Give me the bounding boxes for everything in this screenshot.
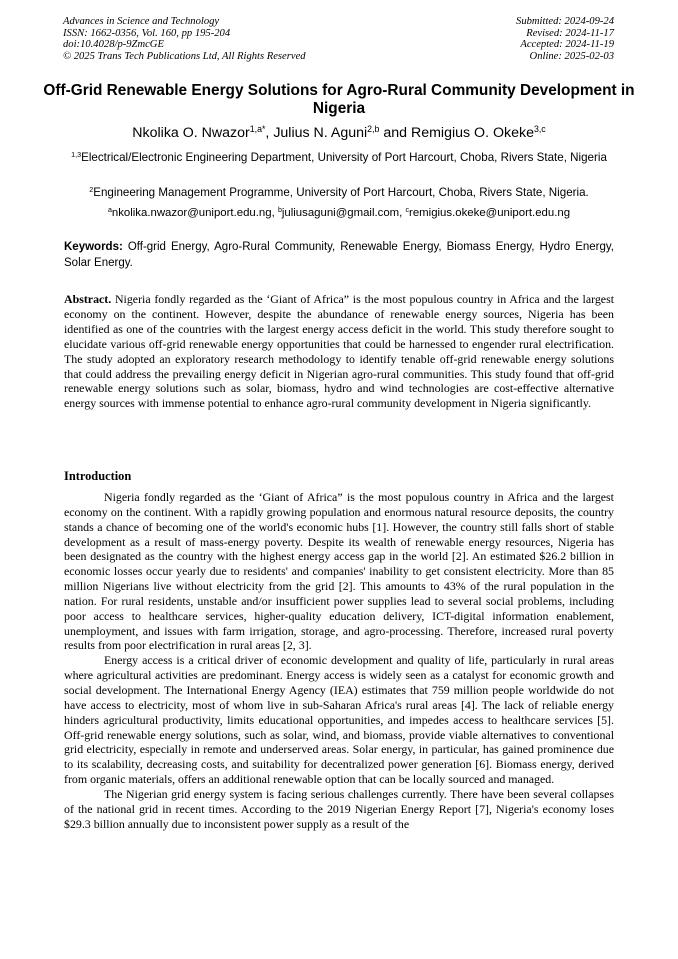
- email-separator: ,: [271, 207, 278, 219]
- email-link[interactable]: remigius.okeke@uniport.edu.ng: [409, 207, 571, 219]
- author-list: [40, 124, 638, 142]
- date-submitted: Submitted: 2024-09-24: [516, 16, 614, 27]
- email-separator: ,: [399, 207, 406, 219]
- email-superscript: b: [277, 207, 282, 215]
- date-revised: Revised: 2024-11-17: [526, 27, 614, 39]
- introduction-body: [64, 490, 614, 831]
- journal-copyright: © 2025 Trans Tech Publications Ltd, All Rights Reserved: [63, 50, 306, 62]
- author-separator: ,: [265, 125, 274, 141]
- author-superscript: 1,a*: [249, 124, 266, 135]
- email-link[interactable]: nkolika.nwazor@uniport.edu.ng: [111, 207, 272, 219]
- author-emails: [40, 206, 638, 221]
- keywords-label: Keywords:: [64, 241, 123, 253]
- abstract-label: Abstract.: [64, 292, 112, 306]
- keywords: [64, 240, 614, 271]
- affiliation-superscript: 2: [89, 185, 94, 195]
- abstract-text: Nigeria fondly regarded as the ‘Giant of Africa” is the most populous country in Africa and the largest economy on the continent. However, despite the abundance of renewable energy sources, Nigeria has been identified as one of the countries with the largest energy access deficit in the world. This study therefore sought to elucidate various off-grid renewable energy opportunities that could be harnessed to engender rural electrification. The study adopted an exploratory research methodology to identify tenable off-grid renewable energy solutions that could address the prevailing energy deficit in Nigerian agro-rural communities. This study found that off-grid renewable energy solutions such as solar, biomass, hydro and wind technologies are cost-effective alternative energy sources with immense potential to enhance agro-rural community development in Nigeria significantly.: [64, 292, 614, 411]
- author-superscript: 2,b: [367, 124, 380, 135]
- email-superscript: a: [107, 207, 112, 215]
- paper-title: Off-Grid Renewable Energy Solutions for Agro-Rural Community Development in Nigeria: [43, 82, 635, 117]
- affiliation-text: Engineering Management Programme, University of Port Harcourt, Choba, Rivers State, Nigeria.: [93, 186, 589, 199]
- abstract: [64, 292, 614, 411]
- body-paragraph: The Nigerian grid energy system is facing serious challenges currently. There have been several collapses of the national grid in recent times. According to the 2019 Nigerian Energy Report [7], Nigeria's economy loses $29.3 billion annually due to inconsistent power supply as a result of the: [64, 786, 614, 831]
- date-accepted: Accepted: 2024-11-19: [520, 39, 614, 50]
- introduction-heading: Introduction: [64, 469, 132, 483]
- body-paragraph: Energy access is a critical driver of economic development and quality of life, particularly in rural areas where agricultural activities are predominant. Energy access is widely seen as a catalyst for economic growth and social development. The International Energy Agency (IEA) estimates that 759 million people worldwide do not have access to electricity, most of whom live in sub-Saharan Africa's rural areas [4]. The lack of reliable energy hinders agricultural productivity, limits educational opportunities, and impedes access to healthcare services [5]. Off-grid renewable energy solutions, such as solar, wind, and biomass, provide viable alternatives to conventional grid electricity, especially in remote and underserved areas. Solar energy, in particular, has gained prominence due to its scalability, decreasing costs, and suitability for decentralized power generation [6]. Biomass energy, derived from organic materials, offers an additional renewable option that can be locally sourced and managed.: [64, 653, 614, 787]
- author-superscript: 3,c: [533, 124, 546, 135]
- journal-info: [63, 16, 306, 62]
- email-superscript: c: [405, 207, 410, 215]
- journal-name: Advances in Science and Technology: [63, 16, 220, 27]
- affiliation-1: [64, 150, 614, 165]
- journal-doi: doi:10.4028/p-9ZmcGE: [63, 39, 164, 50]
- journal-issn: ISSN: 1662-0356, Vol. 160, pp 195-204: [63, 27, 231, 39]
- publication-dates: [516, 16, 614, 62]
- email-link[interactable]: juliusaguni@gmail.com: [281, 207, 400, 219]
- affiliation-text: Electrical/Electronic Engineering Department, University of Port Harcourt, Choba, Rivers State, Nigeria: [81, 151, 607, 164]
- author-name: Julius N. Aguni: [273, 125, 368, 141]
- affiliation-superscript: 1,3: [71, 150, 82, 160]
- affiliation-2: [64, 185, 614, 200]
- author-name: Nkolika O. Nwazor: [132, 125, 250, 141]
- author-separator: and: [379, 125, 411, 141]
- date-online: Online: 2025-02-03: [529, 50, 614, 62]
- author-name: Remigius O. Okeke: [410, 125, 534, 141]
- keywords-text: Off-grid Energy, Agro-Rural Community, Renewable Energy, Biomass Energy, Hydro Energy, Solar Energy.: [64, 241, 614, 269]
- body-paragraph: Nigeria fondly regarded as the ‘Giant of Africa” is the most populous country in Africa and the largest economy on the continent. With a rapidly growing population and enormous natural resource deposits, the country stands a chance of becoming one of the world's economic hubs [1]. However, the country still falls short of stable development as a result of mass-energy poverty. Despite its wealth of renewable energy resources, Nigeria has been designated as the country with the highest energy access gap in the world [2]. An estimated $26.2 billion in economic losses occur yearly due to residents' and companies' inability to get consistent electricity. More than 85 million Nigerians live without electricity from the grid [2]. This amounts to 43% of the rural population in the nation. For rural residents, unstable and/or insufficient power supplies lead to several social problems, including poor access to healthcare services, higher-quality education delivery, ICT-digital information enablement, unemployment, and issues with farm irrigation, storage, and agro-processing. Therefore, increased rural poverty results from poor electrification in rural areas [2, 3].: [64, 490, 614, 653]
